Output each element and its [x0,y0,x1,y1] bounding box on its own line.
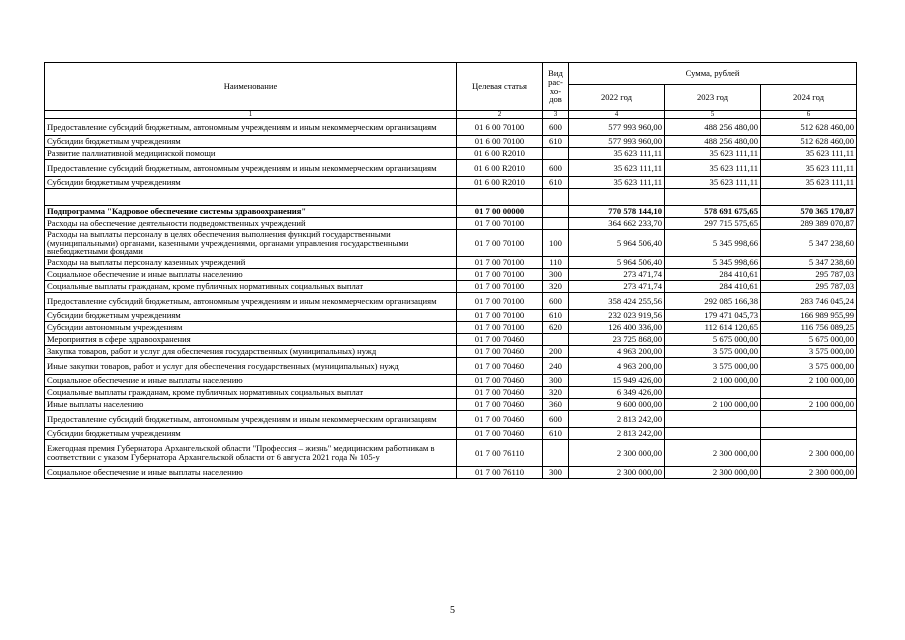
row-target-cell: 01 7 00 70100 [457,322,543,334]
row-type-cell: 610 [543,428,569,440]
row-target-cell: 01 7 00 70460 [457,375,543,387]
row-2023-cell: 5 345 998,66 [665,257,761,269]
row-2022-cell: 577 993 960,00 [569,136,665,148]
row-2023-cell: 2 300 000,00 [665,440,761,467]
row-type-cell: 300 [543,467,569,479]
row-type-cell: 300 [543,375,569,387]
row-2022-cell: 126 400 336,00 [569,322,665,334]
row-target-cell: 01 7 00 70100 [457,293,543,310]
row-2022-cell: 232 023 919,56 [569,310,665,322]
row-2022-cell: 2 813 242,00 [569,411,665,428]
budget-table [44,62,857,479]
row-type-cell: 320 [543,387,569,399]
row-2022-cell: 273 471,74 [569,281,665,293]
row-2022-cell: 770 578 144,10 [569,206,665,218]
row-2024-cell: 3 575 000,00 [761,346,857,358]
table-row [45,230,857,257]
row-2022-cell: 577 993 960,00 [569,119,665,136]
row-2023-cell [665,189,761,206]
column-index: 5 [665,111,761,119]
row-2022-cell: 5 964 506,40 [569,257,665,269]
row-2023-cell [665,411,761,428]
table-row [45,148,857,160]
row-2023-cell: 112 614 120,65 [665,322,761,334]
row-name-cell: Развитие паллиативной медицинской помощи [45,148,457,160]
row-name-cell: Социальные выплаты гражданам, кроме публичных нормативных социальных выплат [45,387,457,399]
row-type-cell [543,189,569,206]
page-number: 5 [450,605,455,616]
row-target-cell: 01 7 00 70460 [457,334,543,346]
column-index: 6 [761,111,857,119]
row-type-cell: 320 [543,281,569,293]
row-2024-cell: 570 365 170,87 [761,206,857,218]
row-2022-cell: 6 349 426,00 [569,387,665,399]
row-type-cell: 240 [543,358,569,375]
row-2023-cell: 2 300 000,00 [665,467,761,479]
table-row [45,375,857,387]
col-header-2022: 2022 год [569,85,665,111]
row-2024-cell: 166 989 955,99 [761,310,857,322]
table-row [45,281,857,293]
column-index: 1 [45,111,457,119]
table-row [45,358,857,375]
col-header-type: Вид рас-хо-дов [543,63,569,111]
row-target-cell: 01 7 00 70100 [457,230,543,257]
row-name-cell: Субсидии бюджетным учреждениям [45,136,457,148]
row-2022-cell: 2 300 000,00 [569,467,665,479]
table-row [45,119,857,136]
row-2024-cell: 512 628 460,00 [761,119,857,136]
row-type-cell [543,148,569,160]
row-2022-cell: 35 623 111,11 [569,177,665,189]
row-name-cell: Субсидии бюджетным учреждениям [45,428,457,440]
row-name-cell: Ежегодная премия Губернатора Архангельской области "Профессия – жизнь" медицинским работникам в соответствии с указом Губернатора Архангельской области от 6 августа 2021 года № 105-у [45,440,457,467]
col-header-2023: 2023 год [665,85,761,111]
row-2024-cell: 5 347 238,60 [761,230,857,257]
table-row [45,257,857,269]
row-target-cell: 01 7 00 70460 [457,346,543,358]
row-2024-cell: 2 300 000,00 [761,440,857,467]
column-index: 3 [543,111,569,119]
row-target-cell: 01 7 00 76110 [457,440,543,467]
row-2024-cell: 283 746 045,24 [761,293,857,310]
row-2022-cell: 4 963 200,00 [569,358,665,375]
col-header-2024: 2024 год [761,85,857,111]
row-2024-cell: 5 675 000,00 [761,334,857,346]
row-2022-cell: 5 964 506,40 [569,230,665,257]
row-name-cell: Предоставление субсидий бюджетным, автономным учреждениям и иным некоммерческим организациям [45,119,457,136]
col-header-target: Целевая статья [457,63,543,111]
row-2024-cell: 289 389 070,87 [761,218,857,230]
row-2024-cell: 2 100 000,00 [761,399,857,411]
row-2023-cell: 578 691 675,65 [665,206,761,218]
row-target-cell: 01 7 00 76110 [457,467,543,479]
table-row [45,399,857,411]
table-row [45,206,857,218]
row-target-cell: 01 7 00 70460 [457,399,543,411]
row-type-cell: 610 [543,310,569,322]
column-index-row [45,111,857,119]
row-2024-cell: 35 623 111,11 [761,177,857,189]
row-2022-cell: 4 963 200,00 [569,346,665,358]
table-row [45,293,857,310]
row-name-cell: Иные закупки товаров, работ и услуг для обеспечения государственных (муниципальных) нужд [45,358,457,375]
column-index: 4 [569,111,665,119]
row-2023-cell: 35 623 111,11 [665,160,761,177]
row-2023-cell: 179 471 045,73 [665,310,761,322]
row-2023-cell: 3 575 000,00 [665,346,761,358]
row-target-cell: 01 7 00 70100 [457,218,543,230]
row-name-cell: Субсидии бюджетным учреждениям [45,310,457,322]
table-row [45,177,857,189]
row-2024-cell: 116 756 089,25 [761,322,857,334]
table-row [45,160,857,177]
row-2022-cell: 2 300 000,00 [569,440,665,467]
row-name-cell: Мероприятия в сфере здравоохранения [45,334,457,346]
row-2024-cell: 2 300 000,00 [761,467,857,479]
row-2023-cell: 292 085 166,38 [665,293,761,310]
row-type-cell: 600 [543,119,569,136]
row-target-cell: 01 6 00 R2010 [457,160,543,177]
row-name-cell: Закупка товаров, работ и услуг для обеспечения государственных (муниципальных) нужд [45,346,457,358]
row-2023-cell: 297 715 575,65 [665,218,761,230]
row-2023-cell [665,387,761,399]
row-type-cell: 620 [543,322,569,334]
row-target-cell: 01 6 00 R2010 [457,148,543,160]
row-type-cell [543,334,569,346]
row-2023-cell [665,428,761,440]
row-type-cell: 200 [543,346,569,358]
row-name-cell: Предоставление субсидий бюджетным, автономным учреждениям и иным некоммерческим организациям [45,293,457,310]
row-target-cell: 01 7 00 70100 [457,269,543,281]
table-row [45,310,857,322]
col-header-sum: Сумма, рублей [569,63,857,85]
row-target-cell: 01 7 00 70460 [457,428,543,440]
table-body [45,119,857,479]
row-2023-cell: 3 575 000,00 [665,358,761,375]
row-2024-cell [761,387,857,399]
row-target-cell: 01 6 00 70100 [457,136,543,148]
row-2022-cell: 358 424 255,56 [569,293,665,310]
row-name-cell: Субсидии бюджетным учреждениям [45,177,457,189]
row-2023-cell: 35 623 111,11 [665,177,761,189]
table-row [45,269,857,281]
row-type-cell: 610 [543,177,569,189]
row-target-cell: 01 7 00 70100 [457,310,543,322]
column-index: 2 [457,111,543,119]
row-name-cell: Иные выплаты населению [45,399,457,411]
row-target-cell: 01 7 00 70460 [457,411,543,428]
row-target-cell: 01 6 00 70100 [457,119,543,136]
row-target-cell: 01 7 00 70460 [457,387,543,399]
row-2023-cell: 284 410,61 [665,281,761,293]
row-2022-cell: 9 600 000,00 [569,399,665,411]
table-row [45,346,857,358]
row-target-cell: 01 7 00 70100 [457,281,543,293]
row-2022-cell: 35 623 111,11 [569,148,665,160]
row-2023-cell: 488 256 480,00 [665,136,761,148]
row-2024-cell: 3 575 000,00 [761,358,857,375]
row-2024-cell [761,428,857,440]
row-type-cell [543,206,569,218]
row-name-cell: Социальное обеспечение и иные выплаты населению [45,467,457,479]
row-type-cell: 360 [543,399,569,411]
table-row [45,440,857,467]
table-row [45,322,857,334]
row-2023-cell: 284 410,61 [665,269,761,281]
row-type-cell: 300 [543,269,569,281]
row-name-cell: Социальные выплаты гражданам, кроме публичных нормативных социальных выплат [45,281,457,293]
row-name-cell: Субсидии автономным учреждениям [45,322,457,334]
row-2022-cell: 364 662 233,70 [569,218,665,230]
table-row [45,467,857,479]
row-2024-cell: 35 623 111,11 [761,148,857,160]
col-header-name: Наименование [45,63,457,111]
table-row [45,387,857,399]
row-target-cell [457,189,543,206]
table-row [45,136,857,148]
row-type-cell: 110 [543,257,569,269]
row-type-cell [543,218,569,230]
row-name-cell: Расходы на выплаты персоналу казенных учреждений [45,257,457,269]
row-2024-cell: 5 347 238,60 [761,257,857,269]
table-row [45,428,857,440]
row-name-cell: Предоставление субсидий бюджетным, автономным учреждениям и иным некоммерческим организациям [45,160,457,177]
row-2023-cell: 2 100 000,00 [665,375,761,387]
row-target-cell: 01 6 00 R2010 [457,177,543,189]
row-name-cell: Социальное обеспечение и иные выплаты населению [45,269,457,281]
row-name-cell: Социальное обеспечение и иные выплаты населению [45,375,457,387]
row-2024-cell: 2 100 000,00 [761,375,857,387]
row-2023-cell: 5 675 000,00 [665,334,761,346]
row-name-cell: Расходы на обеспечение деятельности подведомственных учреждений [45,218,457,230]
row-target-cell: 01 7 00 70100 [457,257,543,269]
row-target-cell: 01 7 00 70460 [457,358,543,375]
row-2024-cell [761,411,857,428]
row-2024-cell [761,189,857,206]
row-2022-cell: 23 725 868,00 [569,334,665,346]
row-2023-cell: 2 100 000,00 [665,399,761,411]
row-2024-cell: 512 628 460,00 [761,136,857,148]
row-type-cell: 600 [543,411,569,428]
row-2024-cell: 35 623 111,11 [761,160,857,177]
table-row [45,411,857,428]
row-2023-cell: 35 623 111,11 [665,148,761,160]
row-type-cell: 600 [543,293,569,310]
row-2022-cell: 15 949 426,00 [569,375,665,387]
row-name-cell: Предоставление субсидий бюджетным, автономным учреждениям и иным некоммерческим организациям [45,411,457,428]
row-2022-cell: 35 623 111,11 [569,160,665,177]
row-type-cell: 100 [543,230,569,257]
row-2022-cell [569,189,665,206]
row-2024-cell: 295 787,03 [761,281,857,293]
row-name-cell: Расходы на выплаты персоналу в целях обеспечения выполнения функций государственными (муниципальными) органами, казенными учреждениями, органами управления государственными внебюджетными фондами [45,230,457,257]
row-2023-cell: 488 256 480,00 [665,119,761,136]
table-row [45,189,857,206]
row-type-cell: 600 [543,160,569,177]
row-2022-cell: 273 471,74 [569,269,665,281]
row-2022-cell: 2 813 242,00 [569,428,665,440]
row-type-cell [543,440,569,467]
row-2023-cell: 5 345 998,66 [665,230,761,257]
row-2024-cell: 295 787,03 [761,269,857,281]
row-name-cell: Подпрограмма "Кадровое обеспечение системы здравоохранения" [45,206,457,218]
table-row [45,334,857,346]
row-name-cell [45,189,457,206]
row-type-cell: 610 [543,136,569,148]
table-row [45,218,857,230]
row-target-cell: 01 7 00 00000 [457,206,543,218]
